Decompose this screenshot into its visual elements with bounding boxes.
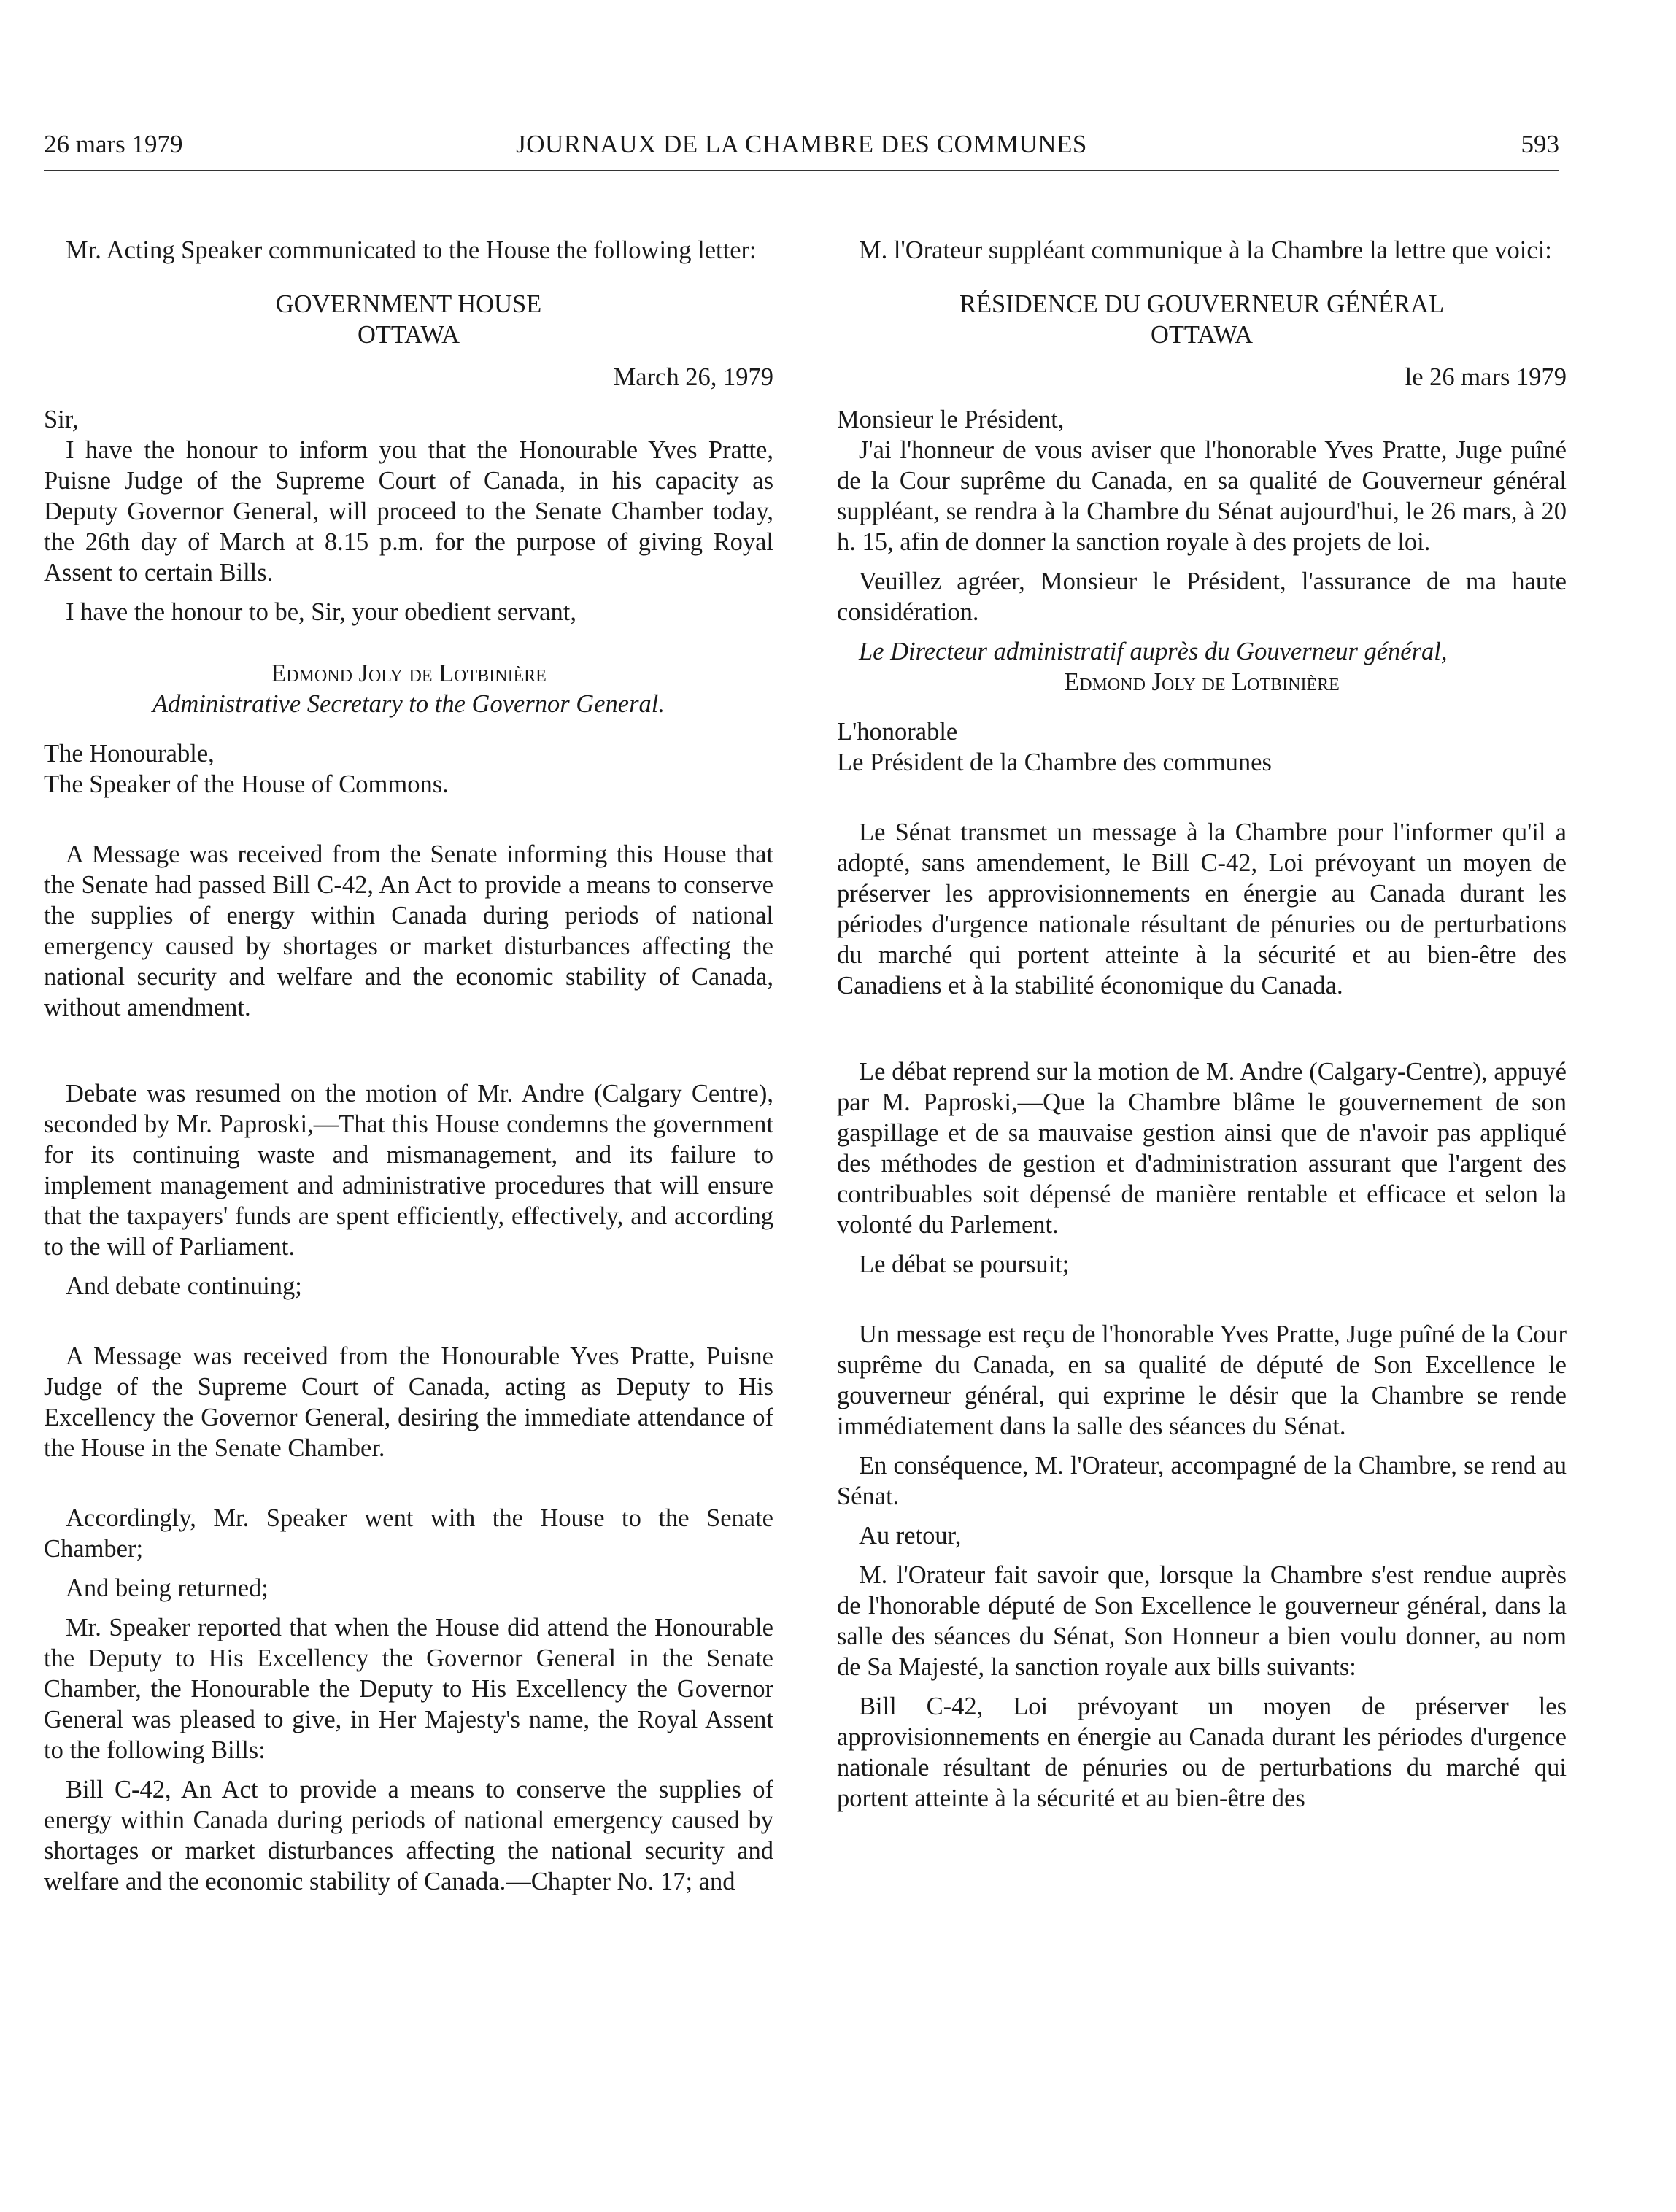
debate-continuing: And debate continuing; [66,1272,302,1300]
signature-name: Edmond Joly de Lotbinière [1064,668,1340,696]
header-rule [44,170,1559,171]
signature-title: Le Directeur administratif auprès du Gouverneur général, [859,638,1448,665]
returned-line: And being returned; [66,1574,269,1602]
debate-continuing: Le débat se poursuit; [859,1250,1070,1278]
letterhead-line-2: OTTAWA [357,321,460,349]
letter-date: March 26, 1979 [613,363,773,391]
addressee-line-2: Le Président de la Chambre des communes [837,749,1272,776]
letter-body: I have the honour to inform you that the Honourable Yves Pratte, Puisne Judge of the Supreme Court of Canada, in his capacity as Deputy Governor General, will proceed to the Senate Chamber today, the 26th day of March at 8.15 p.m. for the purpose of giving Royal Assent to certain Bills. [44,436,773,587]
addressee-line-1: The Honourable, [44,740,215,767]
speaker-report-paragraph: Mr. Speaker reported that when the House did attend the Honourable the Deputy to His Excellency the Governor General in the Senate Chamber, the Honourable the Deputy to His Excellency the Governor General was pleased to give, in Her Majesty's name, the Royal Assent to the following Bills: [44,1614,773,1764]
debate-paragraph: Le débat reprend sur la motion de M. Andre (Calgary-Centre), appuyé par M. Paproski,—Que la Chambre blâme le gouvernement de son gaspillage et de sa mauvaise gestion ainsi que de n'avoir pas appliqué des méthodes de gestion et d'administration assurant que l'argent des contribuables soit dépensé de manière rentable et efficace et selon la volonté du Parlement. [837,1058,1567,1239]
letterhead-line-1: GOVERNMENT HOUSE [275,290,542,318]
letter-closing: Veuillez agréer, Monsieur le Président, l'assurance de ma haute considération. [837,568,1567,626]
header-title: JOURNAUX DE LA CHAMBRE DES COMMUNES [516,130,1087,158]
deputy-message-paragraph: Un message est reçu de l'honorable Yves Pratte, Juge puîné de la Cour suprême du Canada, en sa qualité de député de Son Excellence le gouverneur général, qui exprime le désir que la Chambre se rende immédiatement dans la salle des séances du Sénat. [837,1320,1567,1440]
letter-intro: M. l'Orateur suppléant communique à la Chambre la lettre que voici: [859,236,1552,264]
letter-body: J'ai l'honneur de vous aviser que l'honorable Yves Pratte, Juge puîné de la Cour suprême du Canada, en sa qualité de Gouverneur général suppléant, se rendra à la Chambre du Sénat aujourd'hui, le 26 mars, à 20 h. 15, afin de donner la sanction royale à des projets de loi. [837,436,1567,556]
speaker-report-paragraph: M. l'Orateur fait savoir que, lorsque la Chambre s'est rendue auprès de l'honorable député de Son Excellence le gouverneur général, dans la salle des séances du Sénat, Son Honneur a bien voulu donner, au nom de Sa Majesté, la sanction royale aux bills suivants: [837,1561,1567,1681]
letterhead-line-1: RÉSIDENCE DU GOUVERNEUR GÉNÉRAL [959,290,1445,318]
senate-message-paragraph: Le Sénat transmet un message à la Chambre pour l'informer qu'il a adopté, sans amendement, le Bill C-42, Loi prévoyant un moyen de préserver les approvisionnements en énergie au Canada durant les périodes d'urgence nationale résultant de pénuries ou de perturbations du marché qui portent atteinte à la sécurité et au bien-être des Canadiens et à la stabilité économique du Canada. [837,819,1567,999]
bill-paragraph: Bill C-42, An Act to provide a means to conserve the supplies of energy within Canada during periods of national emergency caused by shortages or market disturbances affecting the national security and welfare and the economic stability of Canada.—Chapter No. 17; and [44,1776,773,1895]
letter-closing: I have the honour to be, Sir, your obedient servant, [66,598,576,626]
debate-paragraph: Debate was resumed on the motion of Mr. Andre (Calgary Centre), seconded by Mr. Paproski,—That this House condemns the government for its continuing waste and mismanagement, and its failure to implement management and administrative procedures that will ensure that the taxpayers' funds are spent efficiently, effectively, and according to the will of Parliament. [44,1080,773,1261]
page-header [44,130,1559,166]
salutation: Monsieur le Président, [837,406,1065,433]
bill-paragraph: Bill C-42, Loi prévoyant un moyen de préserver les approvisionnements en énergie au Canada durant les périodes d'urgence nationale résultant de pénuries ou de perturbations du marché qui portent atteinte à la sécurité et au bien-être des [837,1693,1567,1812]
accordingly-paragraph: Accordingly, Mr. Speaker went with the House to the Senate Chamber; [44,1504,773,1563]
accordingly-paragraph: En conséquence, M. l'Orateur, accompagné de la Chambre, se rend au Sénat. [837,1452,1567,1510]
salutation: Sir, [44,406,79,433]
addressee-line-2: The Speaker of the House of Commons. [44,770,449,798]
addressee-line-1: L'honorable [837,718,958,746]
english-column [44,235,773,1897]
header-date: 26 mars 1979 [44,130,183,158]
journal-page [44,0,1567,2212]
letterhead-line-2: OTTAWA [1150,321,1254,349]
page-number: 593 [1521,130,1559,158]
signature-title: Administrative Secretary to the Governor General. [152,690,665,718]
letter-date: le 26 mars 1979 [1405,363,1567,391]
deputy-message-paragraph: A Message was received from the Honourable Yves Pratte, Puisne Judge of the Supreme Court of Canada, acting as Deputy to His Excellency the Governor General, desiring the immediate attendance of the House in the Senate Chamber. [44,1342,773,1462]
returned-line: Au retour, [859,1522,962,1550]
letter-intro: Mr. Acting Speaker communicated to the House the following letter: [66,236,757,264]
senate-message-paragraph: A Message was received from the Senate informing this House that the Senate had passed Bill C-42, An Act to provide a means to conserve the supplies of energy within Canada during periods of national emergency caused by shortages or market disturbances affecting the national security and welfare and the economic stability of Canada, without amendment. [44,840,773,1021]
french-column [837,235,1567,1814]
signature-name: Edmond Joly de Lotbinière [271,660,547,687]
